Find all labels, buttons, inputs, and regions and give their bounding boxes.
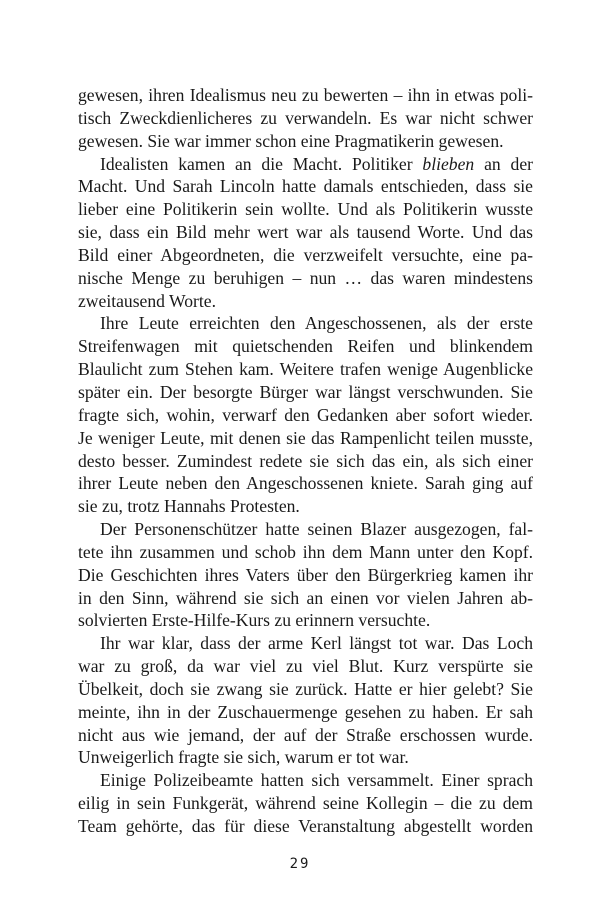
text-line: solvierten Erste-Hilfe-Kurs zu erinnern versuchte.: [78, 610, 431, 631]
text-line: Macht. Und Sarah Lincoln hatte damals entschieden, dass sie: [78, 176, 533, 197]
text-line: ihrer Leute neben den Angeschossenen kniete. Sarah ging auf: [78, 473, 533, 494]
page-number: 29: [289, 856, 311, 872]
body-text: [78, 84, 533, 838]
text-line: eilig in sein Funkgerät, während seine Kollegin – die zu dem: [78, 793, 533, 814]
paragraph: [78, 153, 533, 313]
text-line: Team gehörte, das für diese Veranstaltung abgestellt worden: [78, 816, 533, 836]
text-line: gewesen, ihren Idealismus neu zu bewerten – ihn in etwas poli-: [78, 85, 533, 105]
text-line: tete ihn zusammen und schob ihn dem Mann unter den Kopf.: [78, 541, 533, 562]
text-line: desto besser. Zumindest redete sie sich das ein, als sich einer: [78, 450, 533, 471]
text-line: Idealisten kamen an die Macht. Politiker blieben an der: [100, 153, 533, 174]
text-line: Einige Polizeibeamte hatten sich versammelt. Einer sprach: [100, 770, 533, 791]
text-line: Übelkeit, doch sie zwang sie zurück. Hatte er hier gelebt? Sie: [78, 678, 533, 699]
text-line: tisch Zweckdienlicheres zu verwandeln. Es war nicht schwer: [78, 107, 533, 128]
text-line: Je weniger Leute, mit denen sie das Rampenlicht teilen musste,: [78, 427, 533, 448]
text-line: Ihre Leute erreichten den Angeschossenen, als der erste: [100, 313, 533, 334]
text-line: Die Geschichten ihres Vaters über den Bürgerkrieg kamen ihr: [78, 564, 533, 585]
text-line: war zu groß, da war viel zu viel Blut. Kurz verspürte sie: [78, 656, 533, 677]
text-line: meinte, ihn in der Zuschauermenge gesehen zu haben. Er sah: [78, 701, 533, 722]
text-line: nische Menge zu beruhigen – nun … das waren mindestens: [78, 267, 533, 288]
text-line: fragte sich, wohin, verwarf den Gedanken aber sofort wieder.: [78, 404, 533, 425]
text-line: Blaulicht zum Stehen kam. Weitere trafen wenige Augenblicke: [78, 359, 533, 380]
text-line: nicht aus wie jemand, der auf der Straße erschossen wurde.: [78, 724, 533, 745]
text-line: sie zu, trotz Hannahs Protesten.: [78, 496, 300, 517]
paragraph: [78, 84, 533, 153]
paragraph: [78, 518, 533, 632]
text-line: Der Personenschützer hatte seinen Blazer ausgezogen, fal-: [100, 519, 533, 540]
text-line: in den Sinn, während sie sich an einen vor vielen Jahren ab-: [78, 587, 533, 608]
paragraph: [78, 312, 533, 518]
text-line: sie, dass ein Bild mehr wert war als tausend Worte. Und das: [78, 222, 533, 243]
text-line: später ein. Der besorgte Bürger war längst verschwunden. Sie: [78, 381, 533, 402]
text-line: Bild einer Abgeordneten, die verzweifelt versuchte, eine pa-: [78, 244, 533, 265]
text-line: gewesen. Sie war immer schon eine Pragmatikerin gewesen.: [78, 130, 504, 151]
text-line: zweitausend Worte.: [78, 290, 216, 311]
text-line: Streifenwagen mit quietschenden Reifen und blinkendem: [78, 336, 533, 357]
paragraph: [78, 632, 533, 769]
text-line: lieber eine Politikerin sein wollte. Und als Politikerin wusste: [78, 199, 533, 220]
text-line: Unweigerlich fragte sie sich, warum er tot war.: [78, 747, 409, 768]
text-line: Ihr war klar, dass der arme Kerl längst tot war. Das Loch: [100, 633, 533, 654]
paragraph: [78, 769, 533, 838]
italic-emphasis: blieben: [422, 153, 475, 174]
